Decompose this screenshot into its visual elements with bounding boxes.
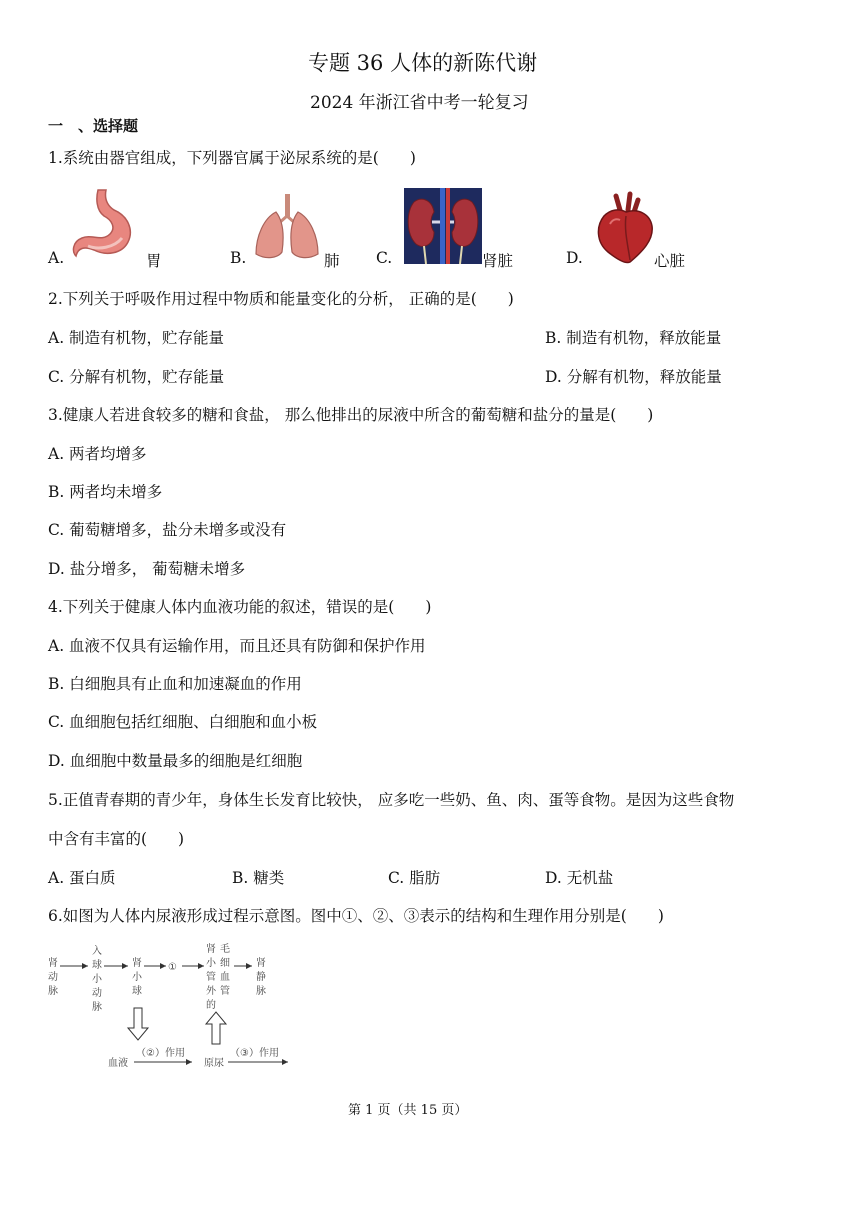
diagram-capillary-1: 肾 [206, 944, 216, 955]
q3-option-a: A. 两者均增多 [48, 445, 147, 463]
q2-option-d: D. 分解有机物，释放能量 [545, 368, 722, 386]
diagram-capillary-b-4: 管 [220, 986, 230, 997]
q1-option-a-letter: A. [48, 249, 65, 267]
diagram-glomerulus-3: 球 [132, 986, 142, 997]
q5-option-c: C. 脂肪 [388, 869, 441, 887]
diagram-renal-artery-3: 脉 [48, 986, 58, 997]
diagram-capillary-b-3: 血 [220, 972, 230, 983]
diagram-capillary-b-2: 细 [220, 958, 230, 969]
heart-image [590, 190, 660, 266]
question-5-stem-line2: 中含有丰富的( ) [48, 830, 185, 848]
diagram-renal-vein-1: 肾 [256, 958, 266, 969]
diagram-circle-1: ① [168, 962, 177, 973]
kidney-image [404, 188, 482, 264]
question-3-stem: 3.健康人若进食较多的糖和食盐， 那么他排出的尿液中所含的葡萄糖和盐分的量是( ) [48, 406, 654, 424]
q3-option-c: C. 葡萄糖增多，盐分未增多或没有 [48, 521, 287, 539]
q1-option-c-text: 肾脏 [482, 252, 514, 270]
q5-option-a: A. 蛋白质 [48, 869, 116, 887]
page-footer: 第 1 页（共 15 页） [348, 1103, 468, 1118]
q3-option-d: D. 盐分增多， 葡萄糖未增多 [48, 560, 246, 578]
q5-option-b: B. 糖类 [232, 869, 285, 887]
q4-option-d: D. 血细胞中数量最多的细胞是红细胞 [48, 752, 303, 770]
diagram-glomerulus-1: 肾 [132, 958, 142, 969]
section-heading: 一 、选择题 [48, 117, 139, 135]
q1-option-a-text: 胃 [146, 252, 162, 270]
diagram-action-2: （②）作用 [136, 1048, 185, 1059]
diagram-renal-vein-3: 脉 [256, 986, 266, 997]
diagram-capillary-2: 小 [206, 958, 216, 969]
diagram-capillary-4: 外 [206, 986, 216, 997]
diagram-action-3: （③）作用 [230, 1048, 279, 1059]
q4-option-b: B. 白细胞具有止血和加速凝血的作用 [48, 675, 302, 693]
q2-option-c: C. 分解有机物，贮存能量 [48, 368, 225, 386]
diagram-capillary-5: 的 [206, 1000, 216, 1011]
q1-option-b-letter: B. [230, 249, 247, 267]
q2-option-b: B. 制造有机物，释放能量 [545, 329, 722, 347]
question-6-stem: 6.如图为人体内尿液形成过程示意图。图中①、②、③表示的结构和生理作用分别是( ) [48, 907, 664, 925]
diagram-afferent-2: 球 [92, 960, 102, 971]
q4-option-c: C. 血细胞包括红细胞、白细胞和血小板 [48, 713, 318, 731]
q2-option-a: A. 制造有机物，贮存能量 [48, 329, 225, 347]
q4-option-a: A. 血液不仅具有运输作用，而且还具有防御和保护作用 [48, 637, 426, 655]
diagram-capillary-3: 管 [206, 972, 216, 983]
diagram-renal-artery-1: 肾 [48, 958, 58, 969]
diagram-afferent-3: 小 [92, 974, 102, 985]
q1-option-d-text: 心脏 [654, 252, 686, 270]
question-1-stem: 1.系统由器官组成，下列器官属于泌尿系统的是( ) [48, 149, 416, 167]
q1-option-c-letter: C. [376, 249, 393, 267]
page-subtitle: 2024 年浙江省中考一轮复习 [310, 93, 529, 113]
urine-formation-diagram [44, 940, 304, 1076]
lungs-image [250, 192, 324, 266]
diagram-afferent-1: 入 [92, 946, 102, 957]
stomach-image [68, 186, 146, 264]
question-4-stem: 4.下列关于健康人体内血液功能的叙述，错误的是( ) [48, 598, 432, 616]
q1-option-d-letter: D. [566, 249, 583, 267]
q1-option-b-text: 肺 [324, 252, 340, 270]
question-2-stem: 2.下列关于呼吸作用过程中物质和能量变化的分析， 正确的是( ) [48, 290, 514, 308]
diagram-afferent-5: 脉 [92, 1002, 102, 1013]
question-5-stem-line1: 5.正值青春期的青少年，身体生长发育比较快， 应多吃一些奶、鱼、肉、蛋等食物。是因为这些食物 [48, 791, 735, 809]
q5-option-d: D. 无机盐 [545, 869, 614, 887]
page-title: 专题 36 人体的新陈代谢 [308, 51, 538, 75]
diagram-blood: 血液 [108, 1058, 128, 1069]
diagram-afferent-4: 动 [92, 988, 102, 999]
diagram-renal-vein-2: 静 [256, 972, 266, 983]
diagram-glomerulus-2: 小 [132, 972, 142, 983]
diagram-capillary-b-1: 毛 [220, 944, 230, 955]
q3-option-b: B. 两者均未增多 [48, 483, 163, 501]
diagram-renal-artery-2: 动 [48, 972, 58, 983]
diagram-primary-urine: 原尿 [204, 1058, 224, 1069]
